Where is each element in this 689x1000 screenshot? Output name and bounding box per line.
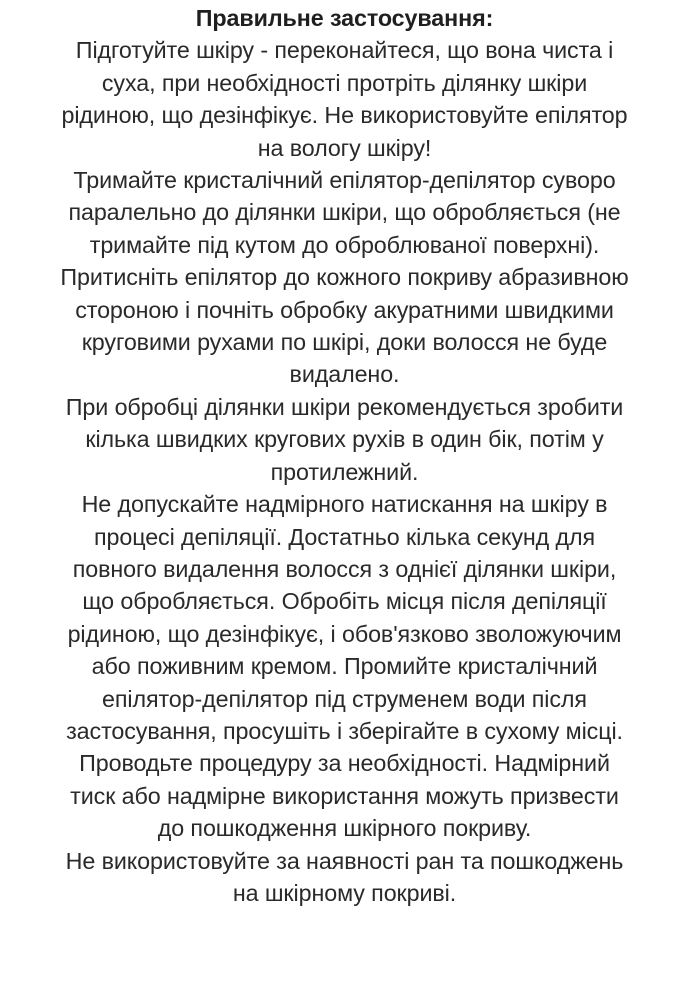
text-line: тримайте під кутом до оброблюваної поверхні). — [89, 231, 600, 258]
text-line: Притисніть епілятор до кожного покриву абразивною — [60, 264, 629, 291]
text-line: кілька швидких кругових рухів в один бік, потім у — [85, 426, 604, 453]
text-line: суха, при необхідності протріть ділянку шкіри — [101, 69, 588, 96]
text-line: тиск або надмірне використання можуть призвести — [70, 782, 619, 809]
text-line: повного видалення волосся з однієї ділянки шкіри, — [72, 555, 617, 582]
text-line: Проводьте процедуру за необхідності. Надмірний — [79, 750, 610, 777]
text-line: на вологу шкіру! — [257, 134, 432, 161]
text-line: Не допускайте надмірного натискання на шкіру в — [81, 491, 608, 518]
text-line: рідиною, що дезінфікує, і обов'язково зволожуючим — [67, 620, 622, 647]
text-line: протилежний. — [270, 458, 419, 485]
text-line: Не використовуйте за наявності ран та пошкоджень — [65, 847, 624, 874]
instructions-text — [0, 2, 689, 909]
text-line: Тримайте кристалічний епілятор-депілятор суворо — [73, 167, 616, 194]
text-line: Підготуйте шкіру - переконайтеся, що вона чиста і — [75, 37, 614, 64]
text-line: рідиною, що дезінфікує. Не використовуйте епілятор — [61, 102, 628, 129]
text-line: до пошкодження шкірного покриву. — [157, 815, 532, 842]
text-line: процесі депіляції. Достатньо кілька секунд для — [93, 523, 596, 550]
text-line: При обробці ділянки шкіри рекомендується зробити — [65, 393, 624, 420]
text-line: круговими рухами по шкірі, доки волосся не буде — [81, 329, 608, 356]
text-line: застосування, просушіть і зберігайте в сухому місці. — [66, 717, 623, 744]
text-line: епілятор-депілятор під струменем води після — [102, 685, 587, 712]
text-line: або поживним кремом. Промийте кристалічний — [91, 653, 598, 680]
text-line: паралельно до ділянки шкіри, що обробляється (не — [68, 199, 621, 226]
document-title: Правильне застосування: — [195, 5, 494, 31]
text-line: стороною і почніть обробку акуратними швидкими — [75, 296, 614, 323]
text-line: видалено. — [289, 361, 400, 388]
text-line: що обробляється. Обробіть місця після депіляції — [82, 588, 607, 615]
text-line: на шкірному покриві. — [232, 879, 457, 906]
